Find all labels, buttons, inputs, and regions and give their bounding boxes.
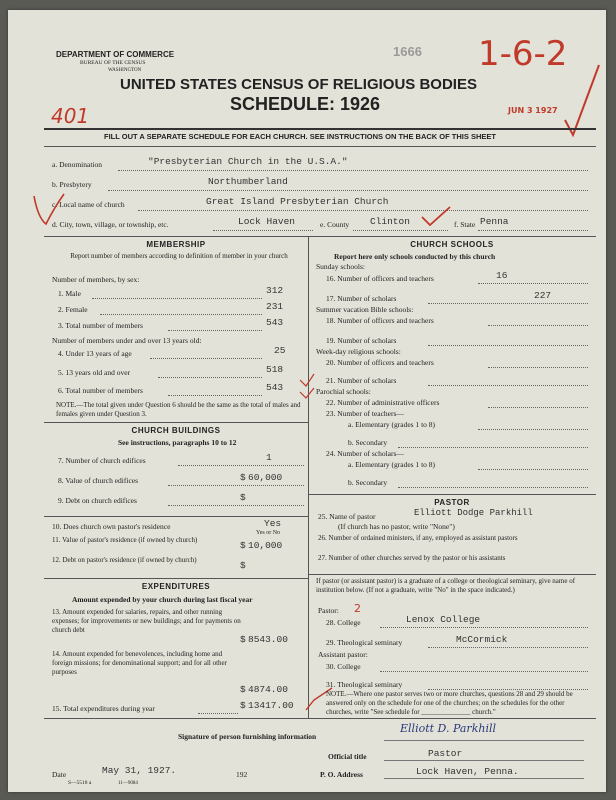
schools-sub: Report here only schools conducted by this church <box>334 252 496 261</box>
q5-value: 518 <box>266 364 284 375</box>
q24a-label: a. Elementary (grades 1 to 8) <box>348 460 436 469</box>
q11-label: 11. Value of pastor's residence (if owned by church) <box>52 536 198 544</box>
dollar-sign: $ <box>240 684 246 695</box>
schools-title: CHURCH SCHOOLS <box>410 240 494 249</box>
address-value: Lock Haven, Penna. <box>416 766 519 777</box>
q24b-label: b. Secondary <box>348 478 388 487</box>
q5-label: 5. 13 years old and over <box>58 368 131 377</box>
q23-label: 23. Number of teachers— <box>326 409 404 418</box>
city-value: Lock Haven <box>238 216 296 227</box>
buildings-sub: See instructions, paragraphs 10 to 12 <box>118 438 237 447</box>
membership-note: NOTE.—The total given under Question 6 should be the same as the total of males and females given under Question 3. <box>56 401 301 418</box>
membership-sub: Report number of members according to definition of member in your church <box>70 252 288 260</box>
q8-value: 60,000 <box>248 472 283 483</box>
corner-code: 1-6-2 <box>478 34 568 74</box>
dollar-sign: $ <box>240 540 246 551</box>
age-head-label: Number of members under and over 13 years old: <box>52 336 202 345</box>
county-value: Clinton <box>370 216 410 227</box>
q6-value: 543 <box>266 382 284 393</box>
assistant-label: Assistant pastor: <box>318 650 368 659</box>
local-name-label: c. Local name of church <box>52 200 125 209</box>
q15-label: 15. Total expenditures during year <box>52 704 155 713</box>
q6-label: 6. Total number of members <box>58 386 143 395</box>
pastor-title: PASTOR <box>434 498 470 507</box>
pastor-name-value: Elliott Dodge Parkhill <box>414 508 533 518</box>
check-mark-icon <box>418 205 454 229</box>
denomination-label: a. Denomination <box>52 160 102 169</box>
q30-label: 30. College <box>326 662 361 671</box>
graduate-instructions: If pastor (or assistant pastor) is a graduate of a college or theological seminary, give name of institution below. (If not a graduate, write "No" in the space indicated.) <box>316 577 576 594</box>
q29-label: 29. Theological seminary <box>326 638 403 647</box>
presbytery-value: Northumberland <box>208 176 288 187</box>
presbytery-label: b. Presbytery <box>52 180 92 189</box>
weekday-label: Week-day religious schools: <box>316 347 401 356</box>
yes-no-hint: Yes or No <box>256 530 281 536</box>
dollar-sign: $ <box>240 492 246 503</box>
pastor-sub-label: Pastor: <box>318 606 339 615</box>
q4-value: 25 <box>274 345 286 356</box>
q9-label: 9. Debt on church edifices <box>58 496 137 505</box>
department-label: DEPARTMENT OF COMMERCE <box>56 50 175 59</box>
city-label: WASHINGTON <box>108 68 142 73</box>
pastor-note: NOTE.—Where one pastor serves two or more churches, questions 28 and 29 should be answered only on the schedule for one of the churches; on the schedules for the other churches, write "See schedule for ______________ church." <box>326 690 573 716</box>
red-mark-icon <box>28 188 68 230</box>
q17-label: 17. Number of scholars <box>326 294 397 303</box>
q25-label: 25. Name of pastor <box>318 512 376 521</box>
q10-value: Yes <box>264 518 282 529</box>
q16-label: 16. Number of officers and teachers <box>326 274 434 283</box>
q2-label: 2. Female <box>58 305 88 314</box>
form-number: S—5518 a <box>68 780 92 786</box>
q15-value: 13417.00 <box>248 700 294 711</box>
parochial-label: Parochial schools: <box>316 387 371 396</box>
dollar-sign: $ <box>240 700 246 711</box>
q22-label: 22. Number of administrative officers <box>326 398 440 407</box>
q3-label: 3. Total number of members <box>58 321 143 330</box>
q7-label: 7. Number of church edifices <box>58 456 146 465</box>
dollar-sign: $ <box>240 472 246 483</box>
by-sex-label: Number of members, by sex: <box>52 275 140 284</box>
check-mark-icon <box>298 370 316 400</box>
expenditures-title: EXPENDITURES <box>141 582 211 591</box>
dollar-sign: $ <box>240 634 246 645</box>
form-subtitle: SCHEDULE: 1926 <box>230 94 381 114</box>
q1-label: 1. Male <box>58 289 81 298</box>
q23a-label: a. Elementary (grades 1 to 8) <box>348 420 436 429</box>
q11-value: 10,000 <box>248 540 283 551</box>
q20-label: 20. Number of officers and teachers <box>326 358 434 367</box>
q27-label: 27. Number of other churches served by the pastor or his assistants <box>318 554 506 562</box>
year-label: 192 <box>236 770 248 779</box>
address-label: P. O. Address <box>320 770 363 779</box>
q13-value: 8543.00 <box>248 634 288 645</box>
serial-number: 1666 <box>393 44 422 59</box>
q23b-label: b. Secondary <box>348 438 388 447</box>
sunday-label: Sunday schools: <box>316 262 365 271</box>
instruction-line: FILL OUT A SEPARATE SCHEDULE FOR EACH CHURCH. SEE INSTRUCTIONS ON THE BACK OF THIS SHEET <box>104 132 496 141</box>
membership-title: MEMBERSHIP <box>146 240 206 249</box>
received-stamp: JUN 3 1927 <box>508 106 558 115</box>
q18-label: 18. Number of officers and teachers <box>326 316 434 325</box>
q1-value: 312 <box>266 285 284 296</box>
official-title-value: Pastor <box>428 748 463 759</box>
denomination-value: "Presbyterian Church in the U.S.A." <box>148 156 348 167</box>
q25-hint: (If church has no pastor, write "None") <box>338 522 455 531</box>
q10-label: 10. Does church own pastor's residence <box>52 522 171 531</box>
signature-label: Signature of person furnishing information <box>178 732 317 741</box>
q14-label: 14. Amount expended for benevolences, including home and foreign missions; for denominational support; and for all other purposes <box>52 650 227 676</box>
city-label-field: d. City, town, village, or township, etc. <box>52 220 169 229</box>
bureau-label: BUREAU OF THE CENSUS <box>80 60 146 66</box>
county-label: e. County <box>320 220 350 229</box>
q14-value: 4874.00 <box>248 684 288 695</box>
local-name-value: Great Island Presbyterian Church <box>206 196 389 207</box>
buildings-title: CHURCH BUILDINGS <box>131 426 221 435</box>
q31-label: 31. Theological seminary <box>326 680 403 689</box>
state-value: Penna <box>480 216 509 227</box>
college-value: Lenox College <box>406 614 481 625</box>
date-label: Date <box>52 770 67 779</box>
expenditures-sub: Amount expended by your church during last fiscal year <box>72 595 253 604</box>
print-number: 11—9084 <box>118 781 138 786</box>
dollar-sign: $ <box>240 560 246 571</box>
q21-label: 21. Number of scholars <box>326 376 397 385</box>
q19-label: 19. Number of scholars <box>326 336 397 345</box>
form-title: UNITED STATES CENSUS OF RELIGIOUS BODIES <box>120 76 477 93</box>
q17-value: 227 <box>534 290 552 301</box>
q28-label: 28. College <box>326 618 361 627</box>
q7-value: 1 <box>266 452 272 463</box>
q26-label: 26. Number of ordained ministers, if any, employed as assistant pastors <box>318 534 518 542</box>
state-label: f. State <box>454 220 476 229</box>
summer-label: Summer vacation Bible schools: <box>316 305 414 314</box>
q8-label: 8. Value of church edifices <box>58 476 139 485</box>
census-schedule-page <box>8 10 606 792</box>
q2-value: 231 <box>266 301 284 312</box>
q13-label: 13. Amount expended for salaries, repairs, and other running expenses; for improvements or new buildings; and for payments on church debt <box>52 608 241 634</box>
q16-value: 16 <box>496 270 508 281</box>
q12-label: 12. Debt on pastor's residence (if owned by church) <box>52 556 197 564</box>
q24-label: 24. Number of scholars— <box>326 449 404 458</box>
pastor-red-mark: 2 <box>354 602 361 615</box>
date-value: May 31, 1927. <box>102 765 177 776</box>
official-title-label: Official title <box>328 752 367 761</box>
q4-label: 4. Under 13 years of age <box>58 349 132 358</box>
q3-value: 543 <box>266 317 284 328</box>
seminary-value: McCormick <box>456 634 508 645</box>
handwritten-number: 401 <box>51 104 90 128</box>
signature-value: Elliott D. Parkhill <box>400 722 496 735</box>
